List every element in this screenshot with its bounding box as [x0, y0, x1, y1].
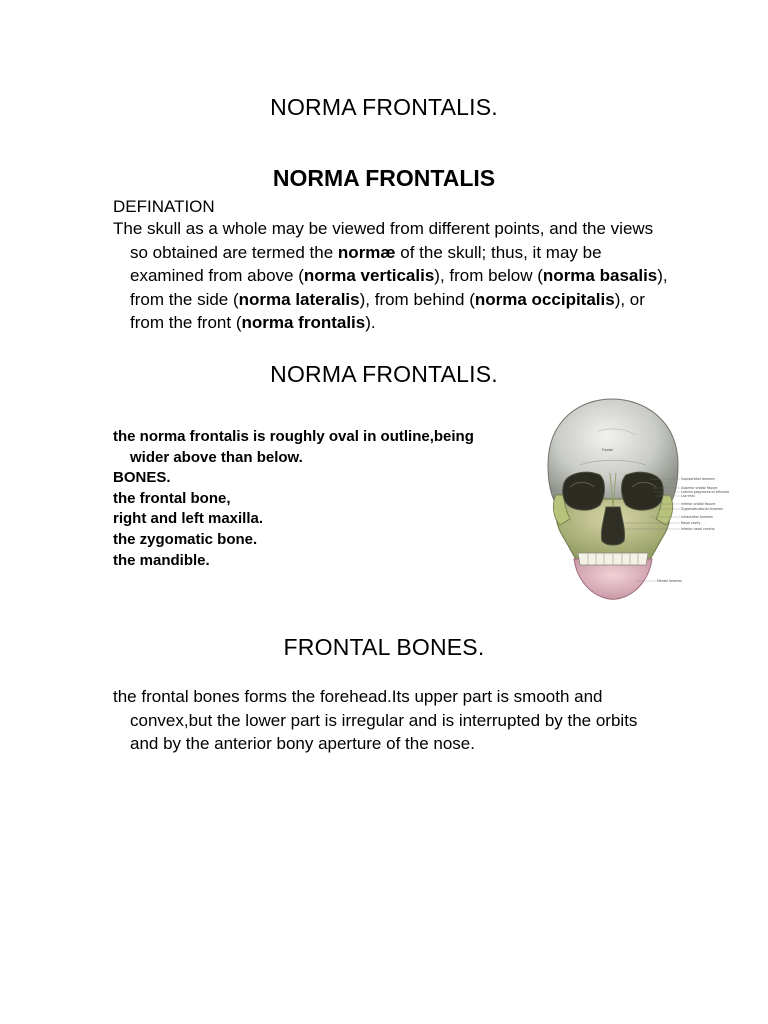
- bone-item: the frontal bone,: [113, 489, 231, 507]
- figure-label: Inferior nasal concha: [681, 527, 715, 531]
- figure-label-mental-foramen: Mental foramen: [657, 579, 683, 583]
- frontal-bones-heading: FRONTAL BONES.: [283, 634, 485, 660]
- figure-label: Inferior orbital fissure: [681, 502, 716, 506]
- section-heading: NORMA FRONTALIS.: [270, 361, 498, 387]
- summary-block: [113, 427, 523, 571]
- definition-label: DEFINATION: [113, 197, 215, 216]
- definition-paragraph: The skull as a whole may be viewed from different points, and the views so obtained are termed the normæ of the skull; thus, it may be examined from above (norma verticalis), from below (norma basalis), from the side (norma lateralis), from behind (norma occipitalis), or from the front (norma frontalis).: [113, 219, 668, 332]
- term-norma-frontalis: norma frontalis: [241, 313, 366, 332]
- term-normae: normæ: [337, 242, 396, 262]
- bones-label: BONES.: [113, 469, 171, 487]
- bone-item: the mandible.: [113, 551, 210, 569]
- term-norma-verticalis: norma verticalis: [303, 266, 435, 285]
- summary-line: the norma frontalis is roughly oval in outline,being: [113, 428, 474, 445]
- figure-label: Infraorbital foramen: [681, 515, 714, 519]
- term-norma-basalis: norma basalis: [542, 266, 658, 285]
- frontal-bones-paragraph: the frontal bones forms the forehead.Its upper part is smooth and convex,but the lower part is irregular and is interrupted by the orbits and by the anterior bony aperture of the nose.: [113, 687, 638, 753]
- term-norma-lateralis: norma lateralis: [238, 289, 360, 309]
- bone-item: right and left maxilla.: [113, 510, 264, 528]
- figure-label: Supraorbital foramen: [681, 477, 716, 481]
- figure-label: Lamina papyracea of ethmoid: [681, 490, 729, 494]
- summary-line-continued: wider above than below.: [130, 448, 303, 466]
- figure-label: Lacrimal: [681, 494, 695, 498]
- term-norma-occipitalis: norma occipitalis: [474, 289, 615, 309]
- skull-frontal-illustration-icon: [540, 395, 740, 607]
- skull-frontal-figure: [540, 395, 740, 607]
- figure-label: Superior orbital fissure: [681, 486, 718, 490]
- figure-label: Zygomaticofacial foramen: [681, 507, 723, 511]
- bone-item: the zygomatic bone.: [113, 530, 258, 548]
- figure-label-frontal: Frontal: [602, 448, 613, 452]
- section-title-bold: NORMA FRONTALIS: [272, 165, 496, 191]
- page-title: NORMA FRONTALIS.: [270, 94, 498, 120]
- figure-label: Nasal cavity: [681, 521, 701, 525]
